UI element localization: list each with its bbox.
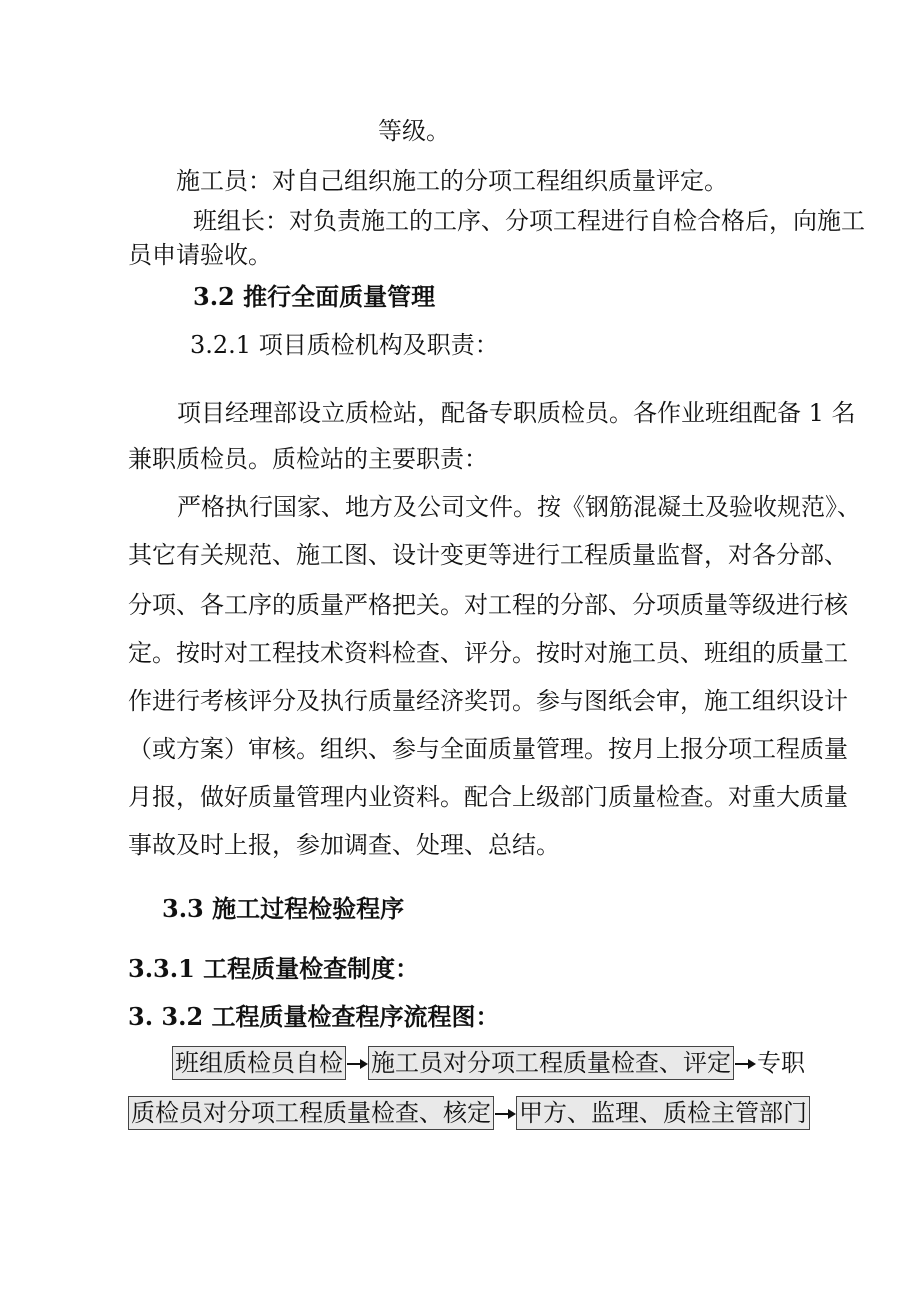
paragraph-line: 事故及时上报，参加调查、处理、总结。 bbox=[128, 831, 560, 859]
flow-step-authorities: 甲方、监理、质检主管部门 bbox=[516, 1096, 810, 1130]
text-line: 班组长：对负责施工的工序、分项工程进行自检合格后，向施工 bbox=[193, 207, 865, 235]
flowchart-row-1 bbox=[172, 1046, 806, 1080]
flow-step-team-self-check: 班组质检员自检 bbox=[172, 1046, 346, 1080]
subsection-heading-3-2-1: 3.2.1 项目质检机构及职责： bbox=[190, 331, 499, 359]
text-line: 员申请验收。 bbox=[128, 241, 272, 269]
subsection-heading-3-3-2: 3. 3.2 工程质量检查程序流程图： bbox=[128, 1002, 500, 1031]
paragraph-line: 定。按时对工程技术资料检查、评分。按时对施工员、班组的质量工 bbox=[128, 639, 848, 667]
text-line: 等级。 bbox=[378, 117, 450, 145]
flow-step-inspector-start: 专职 bbox=[757, 1049, 805, 1077]
paragraph-line: 其它有关规范、施工图、设计变更等进行工程质量监督，对各分部、 bbox=[128, 541, 848, 569]
section-heading-3-3: 3.3 施工过程检验程序 bbox=[162, 894, 405, 923]
paragraph-line: 作进行考核评分及执行质量经济奖罚。参与图纸会审，施工组织设计 bbox=[128, 687, 848, 715]
flow-step-inspector-check: 质检员对分项工程质量检查、核定 bbox=[128, 1096, 494, 1130]
paragraph-line: 兼职质检员。质检站的主要职责： bbox=[128, 445, 488, 473]
flow-step-constructor-check: 施工员对分项工程质量检查、评定 bbox=[368, 1046, 734, 1080]
paragraph-line: 分项、各工序的质量严格把关。对工程的分部、分项质量等级进行核 bbox=[128, 591, 848, 619]
subsection-heading-3-3-1: 3.3.1 工程质量检查制度： bbox=[128, 954, 420, 983]
arrow-right-icon bbox=[734, 1048, 756, 1078]
flowchart-row-2 bbox=[128, 1096, 810, 1130]
arrow-right-icon bbox=[346, 1048, 368, 1078]
paragraph-line: 月报，做好质量管理内业资料。配合上级部门质量检查。对重大质量 bbox=[128, 783, 848, 811]
text-line: 施工员：对自己组织施工的分项工程组织质量评定。 bbox=[176, 167, 728, 195]
paragraph-line: 项目经理部设立质检站，配备专职质检员。各作业班组配备 1 名 bbox=[177, 399, 856, 427]
section-heading-3-2: 3.2 推行全面质量管理 bbox=[193, 282, 436, 311]
paragraph-line: （或方案）审核。组织、参与全面质量管理。按月上报分项工程质量 bbox=[128, 735, 848, 763]
arrow-right-icon bbox=[494, 1098, 516, 1128]
paragraph-line: 严格执行国家、地方及公司文件。按《钢筋混凝土及验收规范》、 bbox=[177, 493, 861, 521]
